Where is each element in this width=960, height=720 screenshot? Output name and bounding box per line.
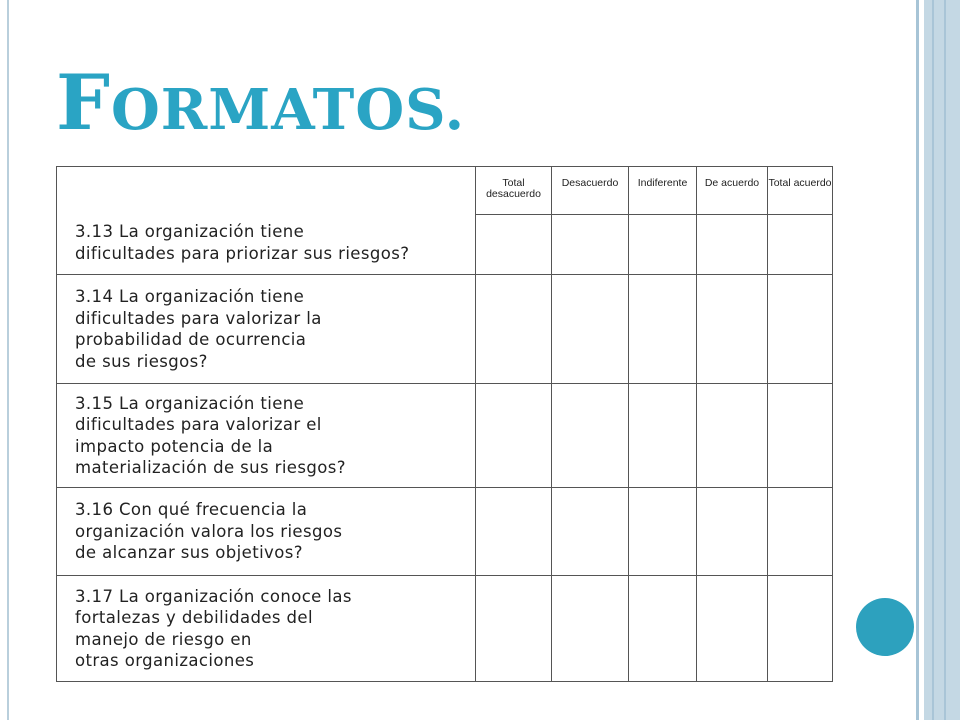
answer-cell[interactable] (552, 275, 629, 384)
questionnaire-table (56, 166, 833, 682)
answer-cell[interactable] (476, 384, 552, 488)
question-line: 3.16 Con qué frecuencia la (75, 500, 308, 520)
table-row (57, 576, 833, 682)
answer-cell[interactable] (629, 488, 697, 576)
question-cell (57, 167, 476, 275)
column-header-total-acuerdo: Total acuerdo (768, 167, 833, 215)
table-header-row (57, 167, 833, 215)
answer-cell[interactable] (697, 384, 768, 488)
question-cell (57, 488, 476, 576)
frame-band-line (932, 0, 934, 720)
answer-cell[interactable] (552, 488, 629, 576)
slide-title-initial: F (56, 58, 111, 147)
question-cell (57, 384, 476, 488)
column-header-indiferente: Indiferente (629, 167, 697, 215)
answer-cell[interactable] (768, 215, 833, 275)
slide-frame-right-line (916, 0, 919, 720)
answer-cell[interactable] (629, 384, 697, 488)
question-line: de alcanzar sus objetivos? (75, 543, 303, 563)
question-line: otras organizaciones (75, 651, 255, 670)
table-row (57, 275, 833, 384)
question-line: impacto potencia de la (75, 436, 274, 456)
answer-cell[interactable] (629, 275, 697, 384)
question-cell (57, 275, 476, 384)
question-line: 3.13 La organización tiene (75, 222, 305, 241)
question-line: probabilidad de ocurrencia (75, 330, 307, 349)
answer-cell[interactable] (476, 275, 552, 384)
answer-cell[interactable] (768, 576, 833, 682)
answer-cell[interactable] (697, 215, 768, 275)
answer-cell[interactable] (629, 576, 697, 682)
answer-cell[interactable] (552, 215, 629, 275)
question-line: materialización de sus riesgos? (75, 458, 346, 477)
question-line: dificultades para valorizar la (75, 308, 322, 328)
question-line: 3.14 La organización tiene (75, 287, 305, 306)
question-line: fortalezas y debilidades del (75, 608, 313, 627)
slide-frame-right-band (924, 0, 960, 720)
question-cell (57, 576, 476, 682)
table-row (57, 384, 833, 488)
frame-band-line (944, 0, 946, 720)
question-line: 3.17 La organización conoce las (75, 586, 352, 606)
answer-cell[interactable] (697, 488, 768, 576)
answer-cell[interactable] (629, 215, 697, 275)
answer-cell[interactable] (552, 384, 629, 488)
answer-cell[interactable] (697, 275, 768, 384)
answer-cell[interactable] (552, 576, 629, 682)
question-line: de sus riesgos? (75, 351, 208, 371)
column-header-total-desacuerdo: Total desacuerdo (476, 167, 552, 215)
slide-title-rest: ORMATOS. (110, 77, 466, 143)
answer-cell[interactable] (768, 275, 833, 384)
answer-cell[interactable] (768, 384, 833, 488)
answer-cell[interactable] (476, 488, 552, 576)
question-line: organización valora los riesgos (75, 521, 343, 541)
slide-title (56, 58, 465, 155)
answer-cell[interactable] (476, 215, 552, 275)
accent-circle-decoration (856, 598, 914, 656)
column-header-de-acuerdo: De acuerdo (697, 167, 768, 215)
question-line: 3.15 La organización tiene (75, 393, 305, 413)
answer-cell[interactable] (476, 576, 552, 682)
column-header-desacuerdo: Desacuerdo (552, 167, 629, 215)
table-row (57, 488, 833, 576)
slide-frame-left-line (7, 0, 9, 720)
question-line: dificultades para priorizar sus riesgos? (75, 243, 410, 263)
answer-cell[interactable] (697, 576, 768, 682)
answer-cell[interactable] (768, 488, 833, 576)
question-line: dificultades para valorizar el (75, 415, 322, 434)
question-line: manejo de riesgo en (75, 629, 252, 649)
